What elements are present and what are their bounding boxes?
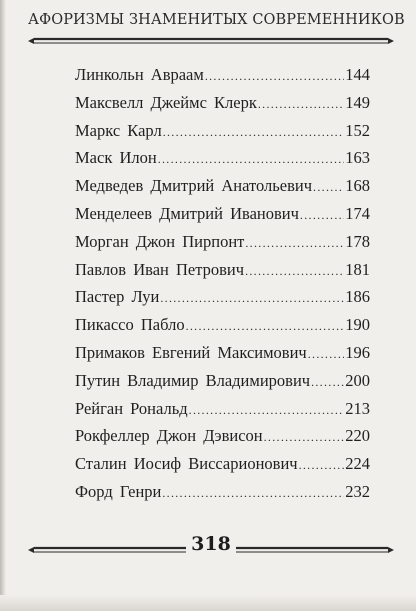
toc-leader-dots (308, 343, 345, 363)
toc-entry (75, 176, 370, 204)
toc-leader-dots (205, 65, 344, 85)
toc-leader-dots (163, 121, 345, 141)
toc-leader-dots (245, 260, 344, 280)
toc-entry-page: 196 (345, 342, 370, 362)
toc-entry (75, 232, 370, 260)
toc-entry-name: Сталин Иосиф Виссарионович (75, 454, 298, 474)
toc-leader-dots (160, 287, 344, 307)
toc-leader-dots (313, 176, 344, 196)
page-footer (28, 530, 394, 564)
toc-entry (75, 454, 370, 482)
toc-leader-dots (158, 148, 345, 168)
toc-entry-name: Павлов Иван Петрович (75, 259, 245, 279)
running-header (28, 12, 405, 50)
toc-entry (75, 65, 370, 93)
toc-leader-dots (299, 454, 345, 474)
toc-entry-page: 190 (345, 315, 370, 335)
page-number: 318 (186, 530, 236, 558)
page-left-shadow (0, 0, 6, 611)
toc-entry-page: 181 (345, 259, 370, 279)
page-bottom-shadow (0, 595, 416, 611)
toc-entry-page: 200 (345, 370, 370, 390)
toc-entry (75, 482, 370, 510)
toc-entry (75, 204, 370, 232)
toc-entry-name: Линкольн Авраам (75, 65, 204, 84)
header-rule-ornament (28, 36, 394, 48)
toc-leader-dots (300, 204, 344, 224)
toc-entry-name: Менделеев Дмитрий Иванович (75, 203, 299, 223)
toc-entry-page: 163 (345, 148, 370, 168)
toc-entry-page: 149 (345, 92, 370, 112)
toc-leader-dots (186, 315, 345, 335)
toc-entry-name: Путин Владимир Владимирович (75, 370, 311, 390)
toc-leader-dots (264, 426, 345, 446)
toc-entry-page: 213 (345, 398, 370, 418)
toc-leader-dots (245, 232, 344, 252)
toc-entry (75, 343, 370, 371)
toc-entry (75, 371, 370, 399)
toc-entry-page: 224 (345, 454, 370, 474)
toc-entry (75, 426, 370, 454)
toc-entry-page: 178 (345, 231, 370, 251)
toc-entry (75, 287, 370, 315)
toc-entry-name: Пикассо Пабло (75, 315, 185, 335)
toc-entry-name: Максвелл Джеймс Клерк (75, 92, 257, 112)
toc-entry-name: Рокфеллер Джон Дэвисон (75, 426, 263, 446)
toc-entry (75, 315, 370, 343)
toc-entry-page: 168 (345, 176, 370, 196)
toc-entry-name: Маркс Карл (75, 120, 162, 140)
toc-entry-page: 232 (345, 481, 370, 501)
toc-entry-name: Рейган Рональд (75, 398, 188, 418)
toc-entry-name: Маск Илон (75, 148, 157, 168)
toc-entry (75, 399, 370, 427)
toc-entry-name: Пастер Луи (75, 287, 160, 307)
running-title: АФОРИЗМЫ ЗНАМЕНИТЫХ СОВРЕМЕННИКОВ (28, 12, 405, 28)
toc-entry-name: Морган Джон Пирпонт (75, 231, 245, 251)
toc-entry (75, 93, 370, 121)
toc-entry-page: 144 (345, 65, 370, 84)
toc-leader-dots (189, 399, 345, 419)
toc-entry-page: 186 (345, 287, 370, 307)
toc-entry (75, 121, 370, 149)
toc-entry (75, 148, 370, 176)
toc-entry (75, 260, 370, 288)
toc-leader-dots (162, 482, 344, 502)
toc-entry-page: 220 (345, 426, 370, 446)
toc-leader-dots (311, 371, 344, 391)
table-of-contents (75, 65, 370, 510)
toc-leader-dots (258, 93, 344, 113)
toc-entry-name: Форд Генри (75, 481, 162, 501)
toc-entry-name: Примаков Евгений Максимович (75, 342, 307, 362)
toc-entry-page: 174 (345, 203, 370, 223)
toc-entry-page: 152 (345, 120, 370, 140)
toc-entry-name: Медведев Дмитрий Анатольевич (75, 176, 313, 196)
